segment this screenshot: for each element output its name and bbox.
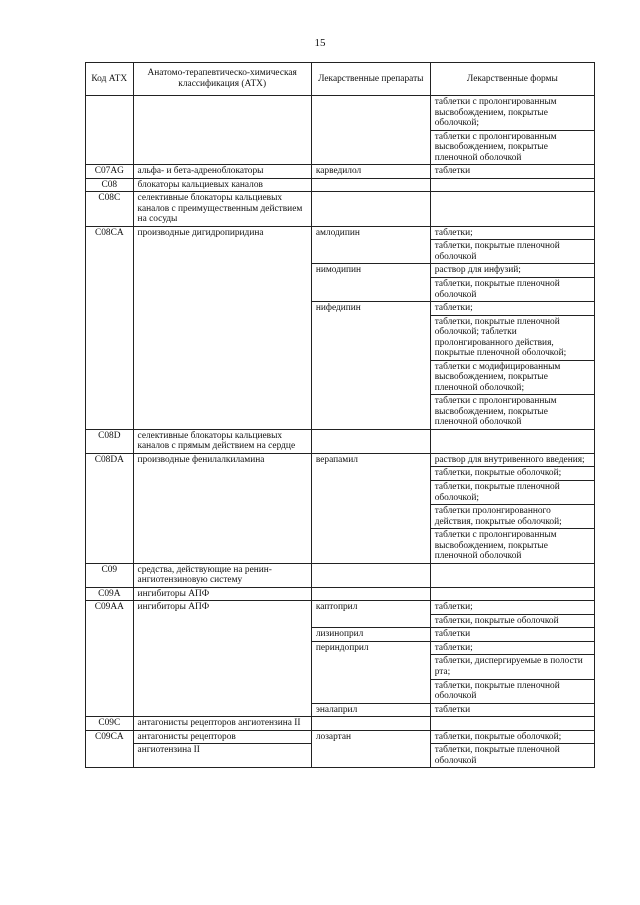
drug-cell: каптоприл — [311, 601, 430, 628]
form-cell: таблетки с модифицированным высвобождением, покрытые пленочной оболочкой; — [430, 360, 594, 395]
form-cell: таблетки; — [430, 302, 594, 316]
classification-cell: производные фенилалкиламина — [133, 453, 311, 563]
form-cell: таблетки — [430, 628, 594, 642]
drug-cell: верапамил — [311, 453, 430, 563]
table-row — [86, 96, 595, 131]
code-cell: C09 — [86, 563, 134, 587]
table-row — [86, 429, 595, 453]
code-cell: C09C — [86, 717, 134, 731]
classification-cell: ингибиторы АПФ — [133, 587, 311, 601]
form-cell: раствор для внутривенного введения; — [430, 453, 594, 467]
form-cell: таблетки — [430, 703, 594, 717]
form-cell: таблетки, покрытые пленочной оболочкой; таблетки пролонгированного действия, покрытые пленочной оболочкой; — [430, 315, 594, 360]
table-row — [86, 717, 595, 731]
drug-cell — [311, 178, 430, 192]
code-cell — [86, 96, 134, 165]
drug-cell: периндоприл — [311, 641, 430, 703]
drug-cell: амлодипин — [311, 226, 430, 264]
form-cell: таблетки пролонгированного действия, покрытые оболочкой; — [430, 505, 594, 529]
form-cell: таблетки, покрытые оболочкой; — [430, 467, 594, 481]
table-row — [86, 165, 595, 179]
code-cell: C08 — [86, 178, 134, 192]
form-cell: таблетки, покрытые пленочной оболочкой — [430, 744, 594, 768]
form-cell — [430, 429, 594, 453]
form-cell: таблетки с пролонгированным высвобождением, покрытые пленочной оболочкой — [430, 529, 594, 564]
form-cell: таблетки, покрытые оболочкой; — [430, 730, 594, 744]
form-cell: таблетки, покрытые пленочной оболочкой; — [430, 481, 594, 505]
form-cell: таблетки, покрытые оболочкой — [430, 614, 594, 628]
header-atc-classification: Анатомо-терапевтическо-химическая классификация (АТХ) — [133, 63, 311, 96]
drug-cell — [311, 563, 430, 587]
table-row — [86, 453, 595, 467]
header-atc-code: Код АТХ — [86, 63, 134, 96]
code-cell: C09A — [86, 587, 134, 601]
form-cell — [430, 178, 594, 192]
form-cell: таблетки; — [430, 601, 594, 615]
classification-cell: производные дигидропиридина — [133, 226, 311, 429]
form-cell: таблетки с пролонгированным высвобождением, покрытые пленочной оболочкой — [430, 130, 594, 165]
form-cell: таблетки; — [430, 226, 594, 240]
table-row — [86, 730, 595, 744]
code-cell: C09AA — [86, 601, 134, 717]
code-cell: C07AG — [86, 165, 134, 179]
form-cell: таблетки; — [430, 641, 594, 655]
drug-cell: карведилол — [311, 165, 430, 179]
drug-cell: эналаприл — [311, 703, 430, 717]
code-cell: C08CA — [86, 226, 134, 429]
classification-cell: антагонисты рецепторов — [133, 730, 311, 744]
table-row — [86, 226, 595, 240]
code-cell: C08C — [86, 192, 134, 227]
drug-cell: лизиноприл — [311, 628, 430, 642]
classification-cell: селективные блокаторы кальциевых каналов с преимущественным действием на сосуды — [133, 192, 311, 227]
form-cell: таблетки, покрытые пленочной оболочкой — [430, 679, 594, 703]
header-drugs: Лекарственные препараты — [311, 63, 430, 96]
table-row — [86, 192, 595, 227]
form-cell: раствор для инфузий; — [430, 264, 594, 278]
classification-cell: средства, действующие на ренин-ангиотензиновую систему — [133, 563, 311, 587]
classification-cell — [133, 96, 311, 165]
code-cell: C09CA — [86, 730, 134, 768]
drug-cell — [311, 587, 430, 601]
table-row — [86, 563, 595, 587]
table-header-row — [86, 63, 595, 96]
drug-cell — [311, 192, 430, 227]
code-cell: C08D — [86, 429, 134, 453]
form-cell: таблетки, диспергируемые в полости рта; — [430, 655, 594, 679]
drug-cell: лозартан — [311, 730, 430, 768]
form-cell — [430, 717, 594, 731]
classification-cell: альфа- и бета-адреноблокаторы — [133, 165, 311, 179]
page-number: 15 — [314, 37, 326, 49]
classification-cell: ингибиторы АПФ — [133, 601, 311, 717]
classification-cell: антагонисты рецепторов ангиотензина II — [133, 717, 311, 731]
form-cell: таблетки с пролонгированным высвобождением, покрытые пленочной оболочкой — [430, 395, 594, 430]
classification-cell: селективные блокаторы кальциевых каналов с прямым действием на сердце — [133, 429, 311, 453]
classification-cell: ангиотензина II — [133, 744, 311, 768]
table-row — [86, 587, 595, 601]
atc-drug-table — [85, 62, 595, 768]
classification-cell: блокаторы кальциевых каналов — [133, 178, 311, 192]
drug-cell: нимодипин — [311, 264, 430, 302]
drug-cell — [311, 429, 430, 453]
form-cell: таблетки, покрытые пленочной оболочкой — [430, 277, 594, 301]
drug-cell: нифедипин — [311, 302, 430, 430]
table-row — [86, 601, 595, 615]
header-dosage-forms: Лекарственные формы — [430, 63, 594, 96]
form-cell: таблетки — [430, 165, 594, 179]
form-cell — [430, 587, 594, 601]
table-row — [86, 178, 595, 192]
code-cell: C08DA — [86, 453, 134, 563]
form-cell: таблетки, покрытые пленочной оболочкой — [430, 240, 594, 264]
drug-cell — [311, 96, 430, 165]
form-cell — [430, 192, 594, 227]
drug-cell — [311, 717, 430, 731]
form-cell: таблетки с пролонгированным высвобождением, покрытые оболочкой; — [430, 96, 594, 131]
form-cell — [430, 563, 594, 587]
